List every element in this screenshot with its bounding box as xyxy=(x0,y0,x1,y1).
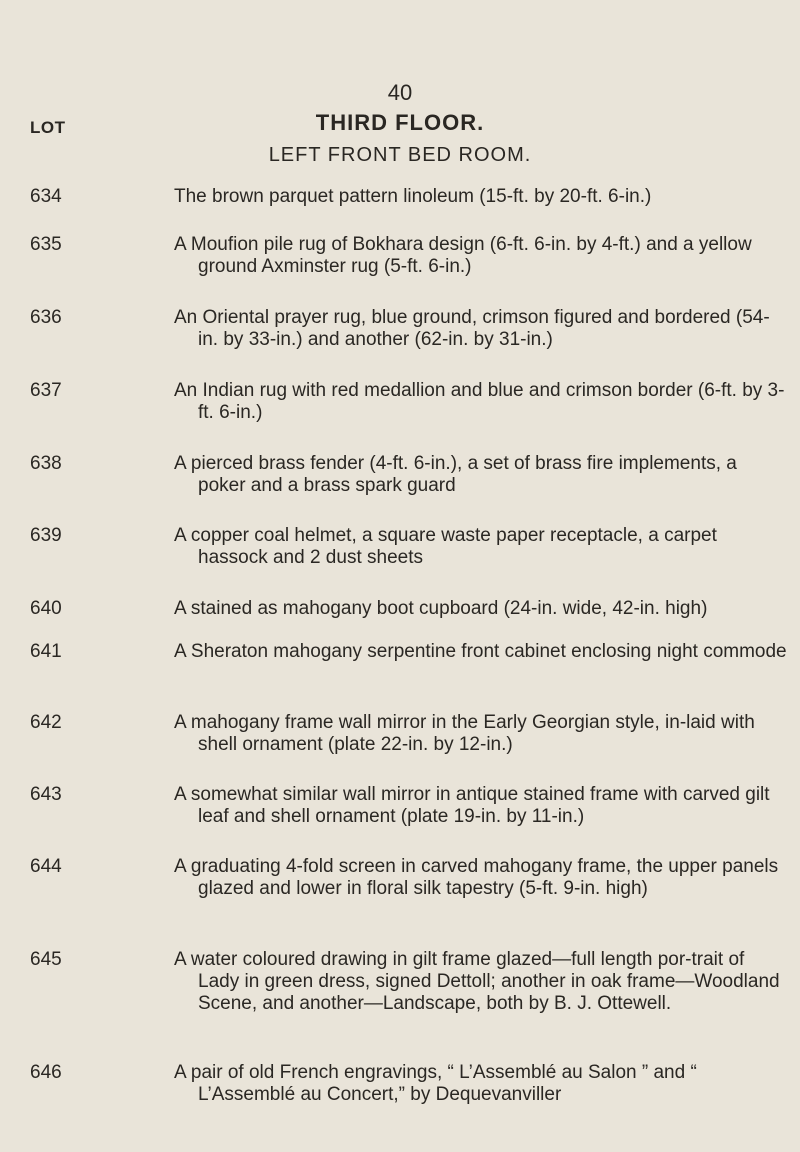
lot-description: A Moufion pile rug of Bokhara design (6-ft. 6-in. by 4-ft.) and a yellow ground Axminster rug (5-ft. 6-in.) xyxy=(174,234,752,277)
lot-number: 638 xyxy=(30,453,62,474)
lot-number: 636 xyxy=(30,307,62,328)
lot-description: An Indian rug with red medallion and blue and crimson border (6-ft. by 3-ft. 6-in.) xyxy=(174,380,785,423)
lot-description: A pierced brass fender (4-ft. 6-in.), a set of brass fire implements, a poker and a brass spark guard xyxy=(174,453,737,496)
lot-number: 639 xyxy=(30,525,62,546)
lot-number: 640 xyxy=(30,598,62,619)
lot-description: A graduating 4-fold screen in carved mahogany frame, the upper panels glazed and lower in floral silk tapestry (5-ft. 9-in. high) xyxy=(174,856,779,899)
floor-heading: THIRD FLOOR. xyxy=(315,110,485,135)
lot-number: 634 xyxy=(30,186,62,207)
lot-number: 646 xyxy=(30,1062,62,1083)
lot-number: 642 xyxy=(30,712,62,733)
lot-number: 643 xyxy=(30,784,62,805)
lot-description: A copper coal helmet, a square waste paper receptacle, a carpet hassock and 2 dust sheets xyxy=(174,525,717,568)
page-number: 40 xyxy=(387,80,413,105)
lot-number: 645 xyxy=(30,949,62,970)
lot-description: The brown parquet pattern linoleum (15-ft. by 20-ft. 6-in.) xyxy=(174,186,652,207)
lot-description: A mahogany frame wall mirror in the Early Georgian style, in-laid with shell ornament (plate 22-in. by 12-in.) xyxy=(174,712,755,755)
lot-column-heading: LOT xyxy=(30,118,66,137)
lot-number: 635 xyxy=(30,234,62,255)
lot-description: An Oriental prayer rug, blue ground, crimson figured and bordered (54-in. by 33-in.) and another (62-in. by 31-in.) xyxy=(174,307,770,350)
lot-number: 637 xyxy=(30,380,62,401)
lot-number: 644 xyxy=(30,856,62,877)
lot-description: A pair of old French engravings, “ L’Assemblé au Salon ” and “ L’Assemblé au Concert,” by Dequevanviller xyxy=(174,1062,697,1105)
lot-description: A stained as mahogany boot cupboard (24-in. wide, 42-in. high) xyxy=(174,598,708,619)
lot-description: A somewhat similar wall mirror in antique stained frame with carved gilt leaf and shell ornament (plate 19-in. by 11-in.) xyxy=(174,784,770,827)
lot-description: A water coloured drawing in gilt frame glazed—full length por-trait of Lady in green dress, signed Dettoll; another in oak frame—Woodland Scene, and another—Landscape, both by B. J. Ottewell. xyxy=(174,949,780,1014)
lot-description: A Sheraton mahogany serpentine front cabinet enclosing night commode xyxy=(174,641,787,662)
lot-number: 641 xyxy=(30,641,62,662)
room-heading: LEFT FRONT BED ROOM. xyxy=(268,144,532,166)
